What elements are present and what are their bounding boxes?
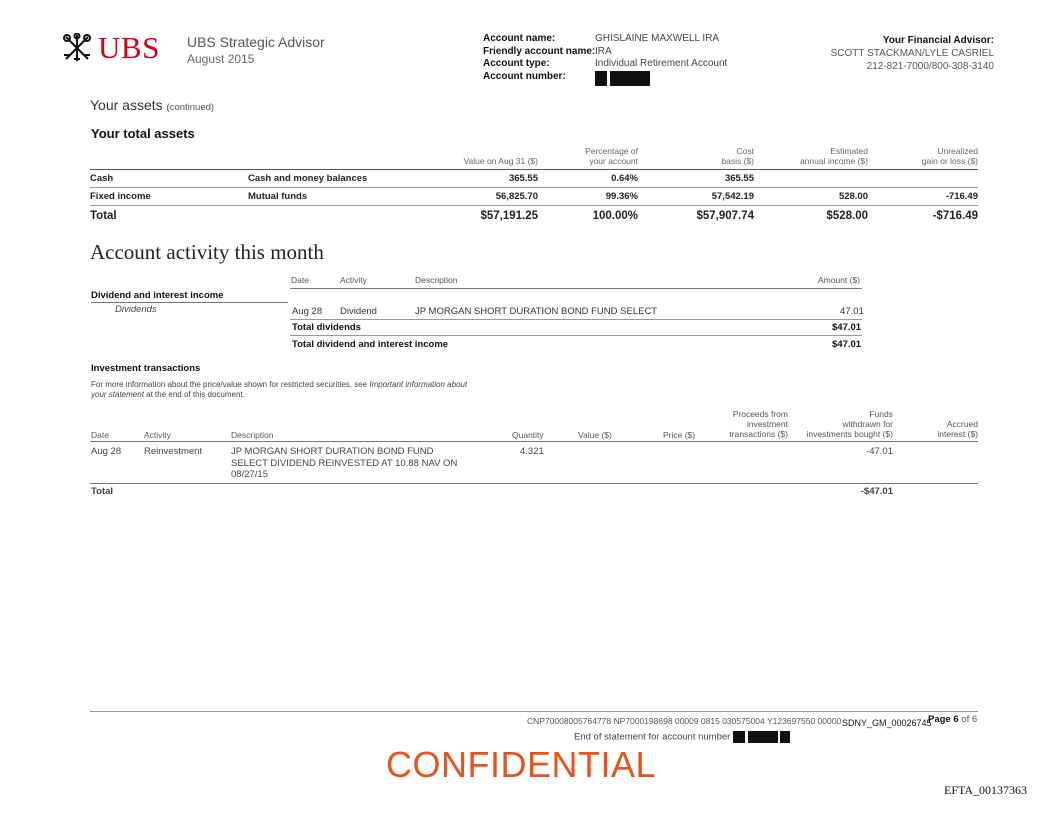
account-number-label: Account number: — [483, 70, 566, 82]
inv-row-quantity: 4.321 — [520, 446, 544, 457]
inv-col-activity: Activity — [144, 430, 171, 440]
bates-stamp: SDNY_GM_00026745 — [842, 718, 932, 728]
row-cost: 365.55 — [724, 173, 754, 184]
row-category: Cash — [90, 173, 114, 184]
note-text: at the end of this document. — [146, 390, 245, 399]
inv-col-price: Price ($) — [663, 430, 696, 440]
redaction — [733, 731, 745, 743]
dividends-subtitle: Dividends — [115, 304, 157, 315]
total-dividends-value: $47.01 — [832, 322, 862, 333]
continued-label: (continued) — [166, 102, 215, 113]
financial-advisor-block — [831, 34, 994, 73]
account-labels — [483, 33, 595, 83]
account-name-value: GHISLAINE MAXWELL IRA — [595, 33, 720, 44]
divider — [290, 335, 862, 336]
note-text: For more information about the price/value shown for restricted securities, see — [91, 380, 368, 389]
inv-col-date: Date — [91, 430, 109, 440]
inv-row-activity: Reinvestment — [144, 446, 203, 457]
row-income — [754, 170, 868, 188]
total-dividend-interest-label: Total dividend and interest income — [292, 339, 449, 350]
your-assets-label: Your assets — [90, 97, 163, 113]
row-cost: 57,542.19 — [711, 191, 754, 202]
assets-header-row — [90, 146, 978, 170]
row-gain: -716.49 — [945, 191, 978, 202]
assets-total-row — [90, 206, 978, 226]
dividend-row-date: Aug 28 — [292, 306, 323, 317]
financial-advisor-title: Your Financial Advisor: — [882, 35, 994, 46]
end-of-statement — [574, 731, 790, 743]
footer-divider — [90, 711, 978, 712]
total-gain: -$716.49 — [932, 210, 978, 222]
inv-col-value: Value ($) — [578, 430, 612, 440]
dividend-row-amount: 47.01 — [840, 306, 864, 317]
total-label: Total — [90, 210, 117, 222]
page-label: Page — [928, 714, 951, 725]
friendly-name-label: Friendly account name: — [483, 45, 596, 57]
inv-total-label: Total — [91, 486, 113, 497]
inv-col-funds-withdrawn: Funds withdrawn for investments bought ($) — [806, 409, 893, 439]
col-percent-header: Percentage of your account — [585, 146, 638, 166]
dividend-row-description: JP MORGAN SHORT DURATION BOND FUND SELECT — [415, 306, 658, 317]
account-values — [595, 33, 727, 86]
inv-col-accrued: Accrued interest ($) — [937, 419, 978, 439]
row-value: 56,825.70 — [495, 191, 538, 202]
statement-title: UBS Strategic Advisor — [187, 34, 325, 50]
inv-col-description: Description — [231, 430, 274, 440]
financial-advisor-names: SCOTT STACKMAN/LYLE CASRIEL — [830, 48, 994, 59]
divider — [290, 288, 862, 289]
activity-col-amount: Amount ($) — [818, 275, 861, 285]
total-cost: $57,907.74 — [696, 210, 754, 222]
ubs-logo-text: UBS — [98, 30, 160, 65]
account-activity-title: Account activity this month — [90, 240, 324, 264]
your-assets-heading — [90, 97, 214, 113]
financial-advisor-phone: 212-821-7000/800-308-3140 — [866, 61, 994, 72]
inv-total-funds: -$47.01 — [860, 486, 893, 497]
page-number: 6 — [953, 714, 959, 725]
account-name-label: Account name: — [483, 33, 556, 44]
note-emphasis: Important information about — [369, 380, 468, 389]
activity-col-description: Description — [415, 275, 458, 285]
row-type: Mutual funds — [248, 191, 308, 202]
ubs-keys-logo-icon — [62, 33, 92, 63]
row-percent: 99.36% — [605, 191, 638, 202]
col-value-header: Value on Aug 31 ($) — [463, 156, 538, 166]
investment-transactions-title: Investment transactions — [91, 363, 201, 374]
end-of-statement-text: End of statement for account number — [574, 731, 731, 743]
divider — [91, 302, 288, 303]
account-number-redaction — [595, 71, 727, 86]
confidential-watermark: CONFIDENTIAL — [386, 744, 657, 785]
page-total: of 6 — [961, 714, 978, 725]
page-indicator — [928, 714, 977, 725]
row-income: 528.00 — [838, 191, 868, 202]
inv-row-date: Aug 28 — [91, 446, 122, 457]
table-row — [90, 170, 978, 188]
inv-row-description: JP MORGAN SHORT DURATION BOND FUND SELECT DIVIDEND REINVESTED AT 10.88 NAV ON 08/27/15 — [231, 446, 458, 480]
footer-statement-code: CNP70008005764778 NP7000198698 00009 0815 030575004 Y123697550 00000 — [527, 716, 842, 726]
inv-row-funds: -47.01 — [866, 446, 893, 457]
account-type-label: Account type: — [483, 58, 550, 69]
friendly-name-value: IRA — [595, 45, 612, 57]
inv-col-quantity: Quantity — [512, 430, 544, 440]
row-category: Fixed income — [90, 191, 151, 202]
total-assets-title: Your total assets — [91, 126, 195, 141]
total-dividends-label: Total dividends — [292, 322, 361, 333]
table-row — [90, 188, 978, 206]
activity-col-date: Date — [291, 275, 309, 285]
row-value: 365.55 — [508, 173, 538, 184]
total-dividend-interest-value: $47.01 — [832, 339, 862, 350]
total-percent: 100.00% — [592, 210, 638, 222]
redaction — [748, 731, 778, 743]
account-type-value: Individual Retirement Account — [595, 58, 728, 69]
divider — [290, 319, 862, 320]
note-emphasis: your statement — [91, 390, 144, 399]
activity-col-activity: Activity — [340, 275, 367, 285]
divider — [90, 441, 978, 442]
total-assets-table — [90, 146, 978, 225]
redaction — [780, 731, 790, 743]
inv-col-proceeds: Proceeds from investment transactions ($) — [729, 409, 788, 439]
dividend-row-activity: Dividend — [340, 306, 377, 317]
col-unrealized-header: Unrealized gain or loss ($) — [921, 146, 978, 166]
total-income: $528.00 — [826, 210, 868, 222]
total-value: $57,191.25 — [480, 210, 538, 222]
dividend-section-title: Dividend and interest income — [91, 290, 224, 301]
divider — [90, 483, 978, 484]
statement-date: August 2015 — [187, 52, 255, 66]
efta-document-id: EFTA_00137363 — [944, 783, 1028, 797]
row-percent: 0.64% — [611, 173, 638, 184]
col-cost-header: Cost basis ($) — [721, 146, 754, 166]
col-est-income-header: Estimated annual income ($) — [799, 146, 868, 166]
investment-note — [91, 380, 531, 400]
row-gain — [868, 170, 978, 188]
row-type: Cash and money balances — [248, 173, 368, 184]
